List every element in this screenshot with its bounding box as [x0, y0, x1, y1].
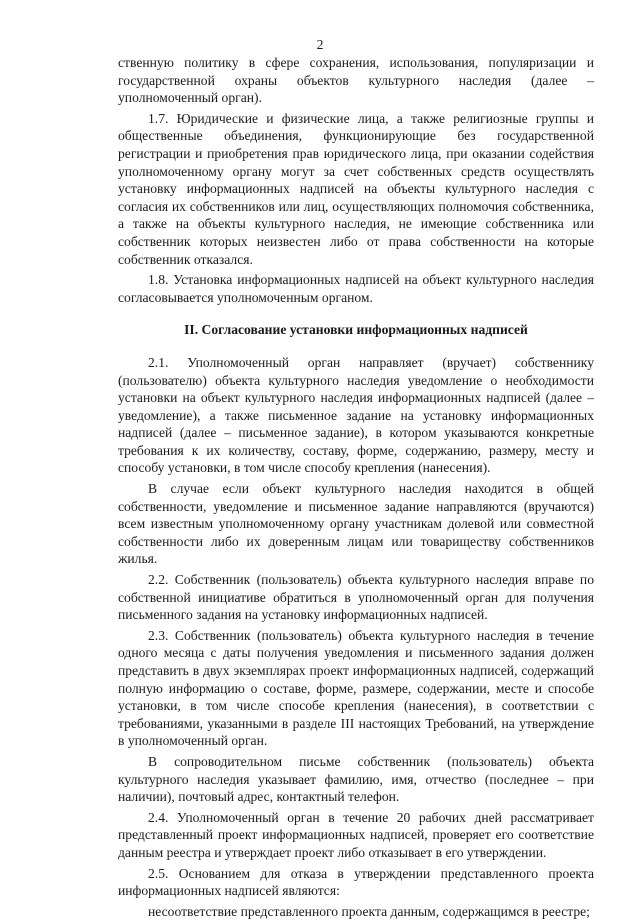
paragraph: В сопроводительном письме собственник (пользователь) объекта культурного наследия указывает фамилию, имя, отчество (последнее – при наличии), почтовый адрес, контактный телефон.	[118, 753, 594, 805]
paragraph: 2.5. Основанием для отказа в утверждении представленного проекта информационных надписей являются:	[118, 865, 594, 899]
paragraph: ственную политику в сфере сохранения, использования, популяризации и государственной охраны объектов культурного наследия (далее – уполномоченный орган).	[118, 55, 594, 106]
page-number: 2	[316, 37, 324, 52]
document-body	[118, 54, 594, 920]
paragraph: 2.4. Уполномоченный орган в течение 20 рабочих дней рассматривает представленный проект информационных надписей, проверяет его соответствие данным реестра и утверждает проект либо отказывает в его утверждении.	[118, 809, 594, 860]
paragraph: В случае если объект культурного наследия находится в общей собственности, уведомление и письменное задание направляются (вручаются) всем известным уполномоченному органу участникам долевой или совместной собственности либо их доверенным лицам или товариществу собственников жилья.	[118, 481, 594, 567]
paragraph: 1.8. Установка информационных надписей на объект культурного наследия согласовывается уполномоченным органом.	[118, 272, 594, 305]
section-heading: II. Согласование установки информационных надписей	[184, 322, 528, 338]
paragraph: 2.3. Собственник (пользователь) объекта культурного наследия в течение одного месяца с даты получения уведомления и письменного задания должен представить в двух экземплярах проект информационных надписей, содержащий полную информацию о составе, форме, размере, содержании, месте и способе установки, в том числе способе крепления (нанесения), в соответствии с требованиями, указанными в разделе III настоящих Требований, на утверждение в уполномоченный орган.	[118, 627, 594, 749]
paragraph: несоответствие представленного проекта данным, содержащимся в реестре;	[148, 903, 590, 919]
paragraph: 2.1. Уполномоченный орган направляет (вручает) собственнику (пользователю) объекта культурного наследия уведомление о необходимости установки на объект культурного наследия информационных надписей (далее – уведомление), а также письменное задание на установку информационных надписей (далее – письменное задание), в котором указываются конкретные требования к их количеству, составу, форме, содержанию, размеру, месту и способу установки, в том числе способу крепления (нанесения).	[118, 354, 594, 476]
paragraph: 1.7. Юридические и физические лица, а также религиозные группы и общественные объединения, функционирующие без государственной регистрации и приобретения прав юридического лица, при оказании содействия уполномоченному органу могут за счет собственных средств осуществлять установку информационных надписей на объекты культурного наследия с согласия их собственников или лиц, осуществляющих полномочия собственника, а также на объекты культурного наследия, не имеющие собственника или собственник которых неизвестен либо от права собственности на которые собственник отказался.	[118, 110, 594, 267]
paragraph: 2.2. Собственник (пользователь) объекта культурного наследия вправе по собственной инициативе обратиться в уполномоченный орган для получения письменного задания на установку информационных надписей.	[118, 572, 594, 623]
